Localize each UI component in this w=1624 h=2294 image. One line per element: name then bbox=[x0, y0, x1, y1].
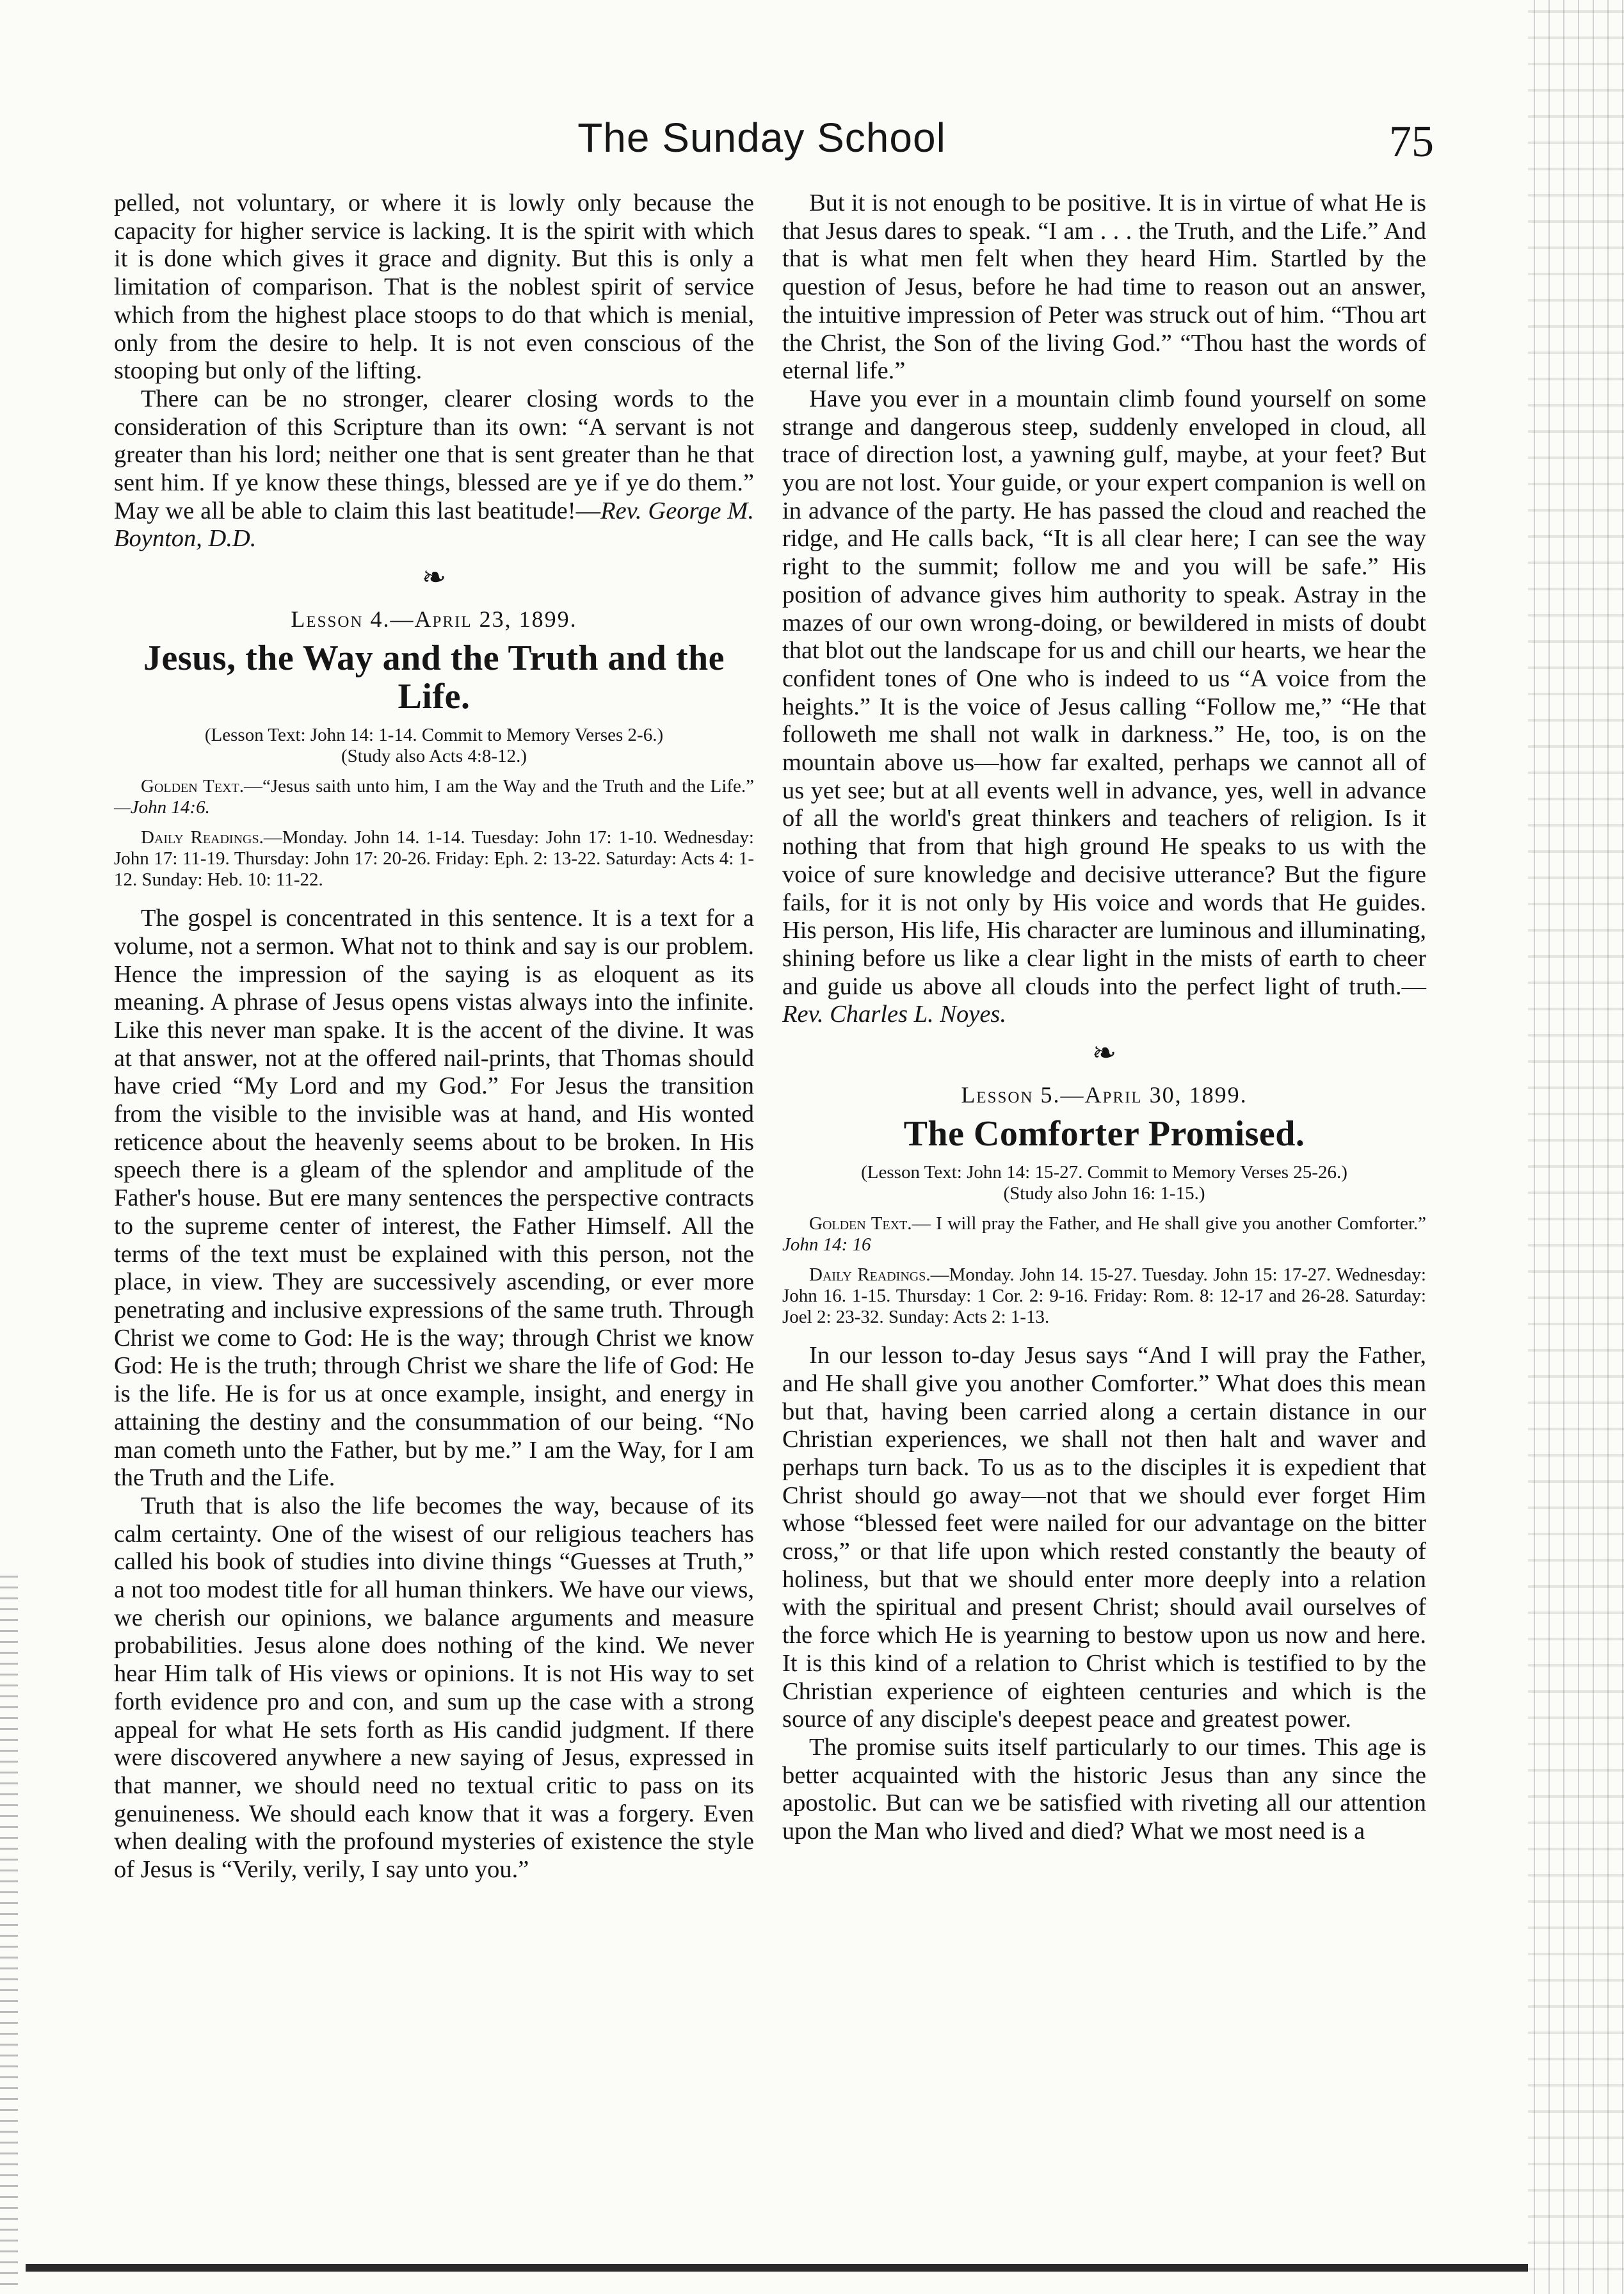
daily-readings-body: —Monday. John 14. 15-27. Tuesday. John 15: 17-27. Wednesday: John 16. 1-15. Thursday: 1 Cor. 2: 9-16. Friday: Rom. 8: 12-17 and 26-28. Saturday: Joel 2: 23-32. Sunday: Acts 2: 1-13. bbox=[782, 1264, 1426, 1328]
golden-text-body: —“Jesus saith unto him, I am the Way and the Truth and the Life.” bbox=[244, 776, 754, 797]
paragraph bbox=[114, 385, 754, 553]
page-number: 75 bbox=[1389, 117, 1434, 166]
daily-readings-label: Daily Readings. bbox=[141, 827, 264, 848]
lesson-text-ref: (Lesson Text: John 14: 15-27. Commit to Memory Verses 25-26.) bbox=[861, 1162, 1347, 1183]
golden-text bbox=[114, 776, 754, 818]
left-column bbox=[114, 190, 754, 1884]
ornament-divider: ❧ bbox=[421, 561, 447, 594]
study-ref: (Study also John 16: 1-15.) bbox=[1003, 1183, 1205, 1204]
right-column bbox=[782, 190, 1426, 1846]
paragraph: But it is not enough to be positive. It is in virtue of what He is that Jesus dares to speak. “I am . . . the Truth, and the Life.” And that is what men felt when they heard Him. Startled by the question of Jesus, before he had time to reason out an answer, the intuitive impression of Peter was struck out of him. “Thou art the Christ, the Son of the living God.” “Thou hast the words of eternal life.” bbox=[782, 190, 1426, 385]
paragraph bbox=[782, 385, 1426, 1029]
paragraph-text: There can be no stronger, clearer closing words to the consideration of this Scripture than its own: “A servant is not greater than his lord; neither one that is sent greater than he that sent him. If ye know these things, blessed are ye if ye do them.” May we all be able to claim this last beatitude!— bbox=[114, 385, 754, 524]
lesson-heading: Lesson 4.—April 23, 1899. bbox=[291, 606, 577, 633]
daily-readings bbox=[782, 1264, 1426, 1328]
author-signature: Rev. George M. Boynton, D.D. bbox=[114, 497, 754, 553]
lesson-heading: Lesson 5.—April 30, 1899. bbox=[961, 1082, 1248, 1108]
paragraph: The gospel is concentrated in this sentence. It is a text for a volume, not a sermon. What not to think and say is our problem. Hence the impression of the saying is as eloquent as its meaning. A phrase of Jesus opens vistas always into the infinite. Like this never man spake. It is the accent of the divine. It was at that answer, not at the offered nail-prints, that Thomas should have cried “My Lord and my God.” For Jesus the transition from the visible to the invisible was at hand, and His wonted reticence about the heavenly seems about to be broken. In His speech there is a gleam of the splendor and amplitude of the Father's house. But ere many sentences the perspective contracts to the supreme center of interest, the Father Himself. All the terms of the text must be explained with this person, not the place, in view. They are successively ascending, or ever more penetrating and inclusive expressions of the same truth. Through Christ we come to God: He is the way; through Christ we know God: He is the truth; through Christ we share the life of God: He is the life. He is for us at once example, insight, and energy in attaining the destiny and the consummation of our being. “No man cometh unto the Father, but by me.” I am the Way, for I am the Truth and the Life. bbox=[114, 905, 754, 1492]
golden-text-label: Golden Text. bbox=[809, 1213, 912, 1234]
golden-text-ref: John 14: 16 bbox=[782, 1234, 871, 1256]
daily-readings-label: Daily Readings. bbox=[809, 1264, 931, 1286]
paragraph: The promise suits itself particularly to our times. This age is better acquainted with the historic Jesus than any since the apostolic. But can we be satisfied with riveting all our attention upon the Man who lived and died? What we most need is a bbox=[782, 1733, 1426, 1845]
scan-edge-artifact bbox=[1528, 0, 1624, 2294]
paragraph: In our lesson to-day Jesus says “And I will pray the Father, and He shall give you another Comforter.” What does this mean but that, having been carried along a certain distance in our Christian experiences, we shall not then halt and waver and perhaps turn back. To us as to the disciples it is expedient that Christ should go away—not that we should ever forget Him whose “blessed feet were nailed for our advantage on the bitter cross,” or that life upon which rested constantly the beauty of holiness, but that we should enter more deeply into a relation with the spiritual and present Christ; should avail ourselves of the force which He is yearning to bestow upon us now and here. It is this kind of a relation to Christ which is testified to by the Christian experience of eighteen centuries and which is the source of any disciple's deepest peace and greatest power. bbox=[782, 1342, 1426, 1733]
golden-text-body: — I will pray the Father, and He shall give you another Comforter.” bbox=[912, 1213, 1426, 1234]
ornament-divider: ❧ bbox=[1091, 1037, 1117, 1070]
lesson-title: Jesus, the Way and the Truth and the Life. bbox=[143, 638, 725, 717]
paragraph: pelled, not voluntary, or where it is lowly only because the capacity for higher service is lacking. It is the spirit with which it is done which gives it grace and dignity. But this is only a limitation of comparison. That is the noblest spirit of service which from the highest place stoops to do that which is menial, only from the desire to help. It is not even conscious of the stooping but only of the lifting. bbox=[114, 190, 754, 385]
daily-readings-body: —Monday. John 14. 1-14. Tuesday: John 17: 1-10. Wednesday: John 17: 11-19. Thursday: John 17: 20-26. Friday: Eph. 2: 13-22. Saturday: Acts 4: 1-12. Sunday: Heb. 10: 11-22. bbox=[114, 827, 754, 891]
scan-edge-artifact-left bbox=[0, 1569, 18, 2294]
author-signature: Rev. Charles L. Noyes. bbox=[782, 1001, 1007, 1028]
golden-text-label: Golden Text. bbox=[141, 776, 245, 797]
golden-text bbox=[782, 1213, 1426, 1256]
lesson-title: The Comforter Promised. bbox=[903, 1114, 1305, 1154]
paragraph-text: Have you ever in a mountain climb found yourself on some strange and dangerous steep, suddenly enveloped in cloud, all trace of direction lost, a yawning gulf, maybe, at your feet? But you are not lost. Your guide, or your expert companion is well on in advance of the party. He has passed the cloud and reached the ridge, and He calls back, “It is all clear here; I can see the way right to the summit; follow me and you will be safe.” His position of advance gives him authority to speak. Astray in the mazes of our own wrong-doing, or bewildered in mists of doubt that blot out the landscape for us and chill our hearts, we hear the confident tones of One who is indeed to us “A voice from the heights.” It is the voice of Jesus calling “Follow me,” “He that followeth me shall not walk in darkness.” He, too, is on the mountain above us—how far exalted, perhaps we cannot all of us yet see; but at all events well in advance, yes, well in advance of all the world's great thinkers and teachers of religion. Is it nothing that from that high ground He speaks to us with the voice of sure knowledge and decisive utterance? But the figure fails, for it is not only by His voice and words that He guides. His person, His life, His character are luminous and illuminating, shining before us like a clear light in the mists of earth to cheer and guide us above all clouds into the perfect light of truth.— bbox=[782, 385, 1426, 1000]
study-ref: (Study also Acts 4:8-12.) bbox=[341, 746, 527, 767]
running-head: The Sunday School bbox=[577, 115, 946, 161]
lesson-text-ref: (Lesson Text: John 14: 1-14. Commit to Memory Verses 2-6.) bbox=[204, 725, 664, 746]
daily-readings bbox=[114, 827, 754, 891]
paragraph: Truth that is also the life becomes the way, because of its calm certainty. One of the wisest of our religious teachers has called his book of studies into divine things “Guesses at Truth,” a not too modest title for all human thinkers. We have our views, we cherish our opinions, we balance arguments and measure probabilities. Jesus alone does nothing of the kind. We never hear Him talk of His views or opinions. It is not His way to set forth evidence pro and con, and sum up the case with a strong appeal for what He sets forth as His candid judgment. If there were discovered anywhere a new saying of Jesus, expressed in that manner, we should need no textual critic to pass on its genuineness. We should each know that it was a forgery. Even when dealing with the profound mysteries of existence the style of Jesus is “Verily, verily, I say unto you.” bbox=[114, 1492, 754, 1884]
bottom-rule bbox=[26, 2264, 1528, 2272]
golden-text-ref: —John 14:6. bbox=[114, 797, 210, 818]
